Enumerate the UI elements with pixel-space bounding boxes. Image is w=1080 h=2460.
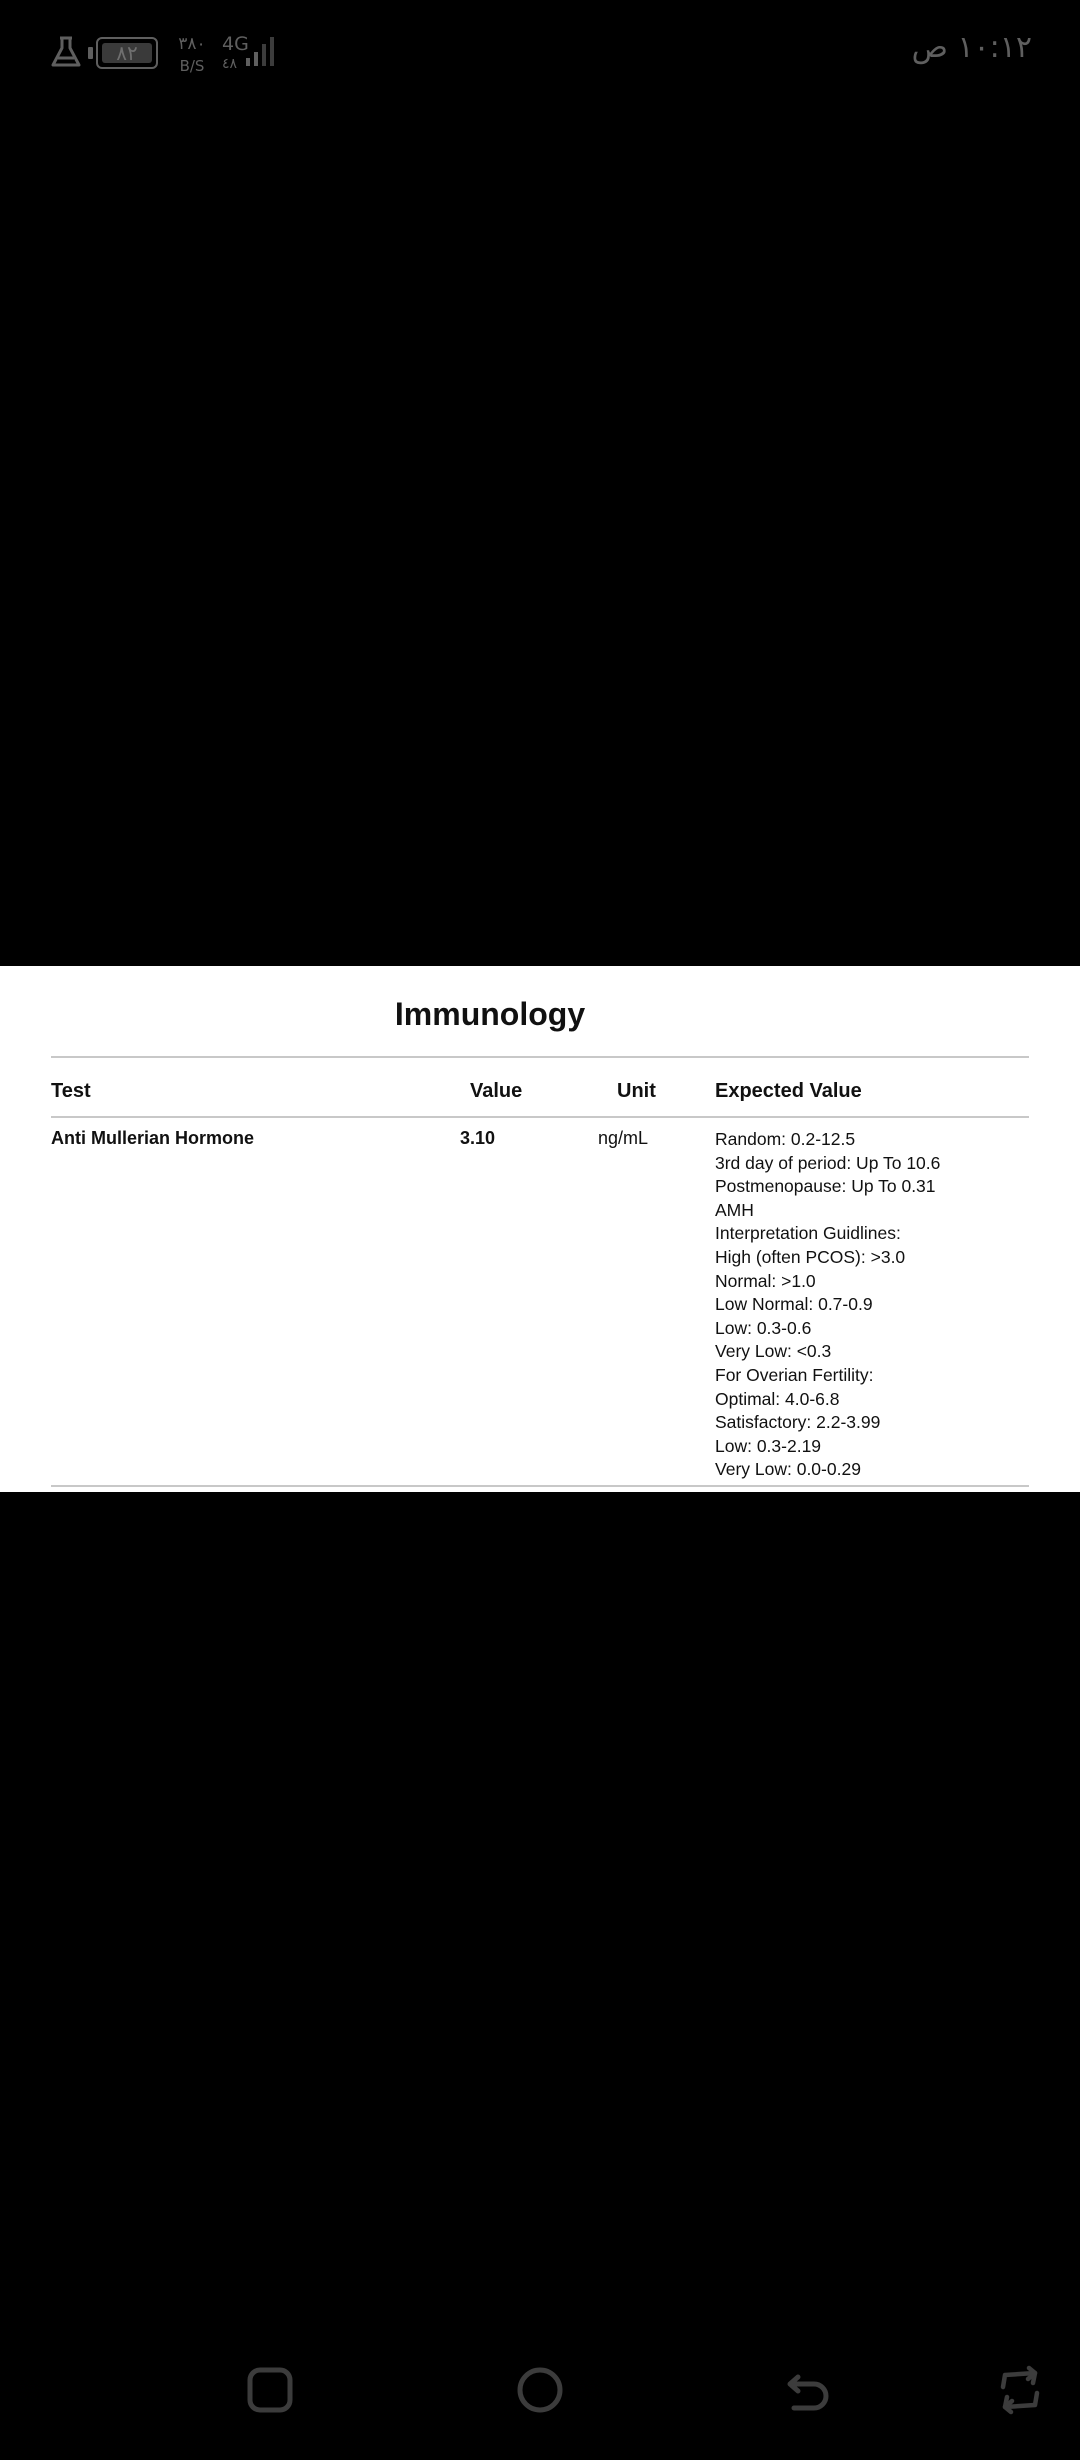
expected-line: Low: 0.3-0.6 [715, 1317, 812, 1338]
battery-level: ٨٢ [116, 41, 138, 65]
recent-apps-icon [246, 2366, 294, 2414]
signal-icon [244, 34, 280, 70]
column-header-test: Test [51, 1080, 91, 1102]
network-speed-value: ٣٨٠ [178, 34, 206, 54]
divider-header [51, 1116, 1029, 1118]
battery-body [96, 37, 158, 69]
expected-line: High (often PCOS): >3.0 [715, 1246, 906, 1267]
expected-line: Random: 0.2-12.5 [715, 1129, 856, 1149]
expected-value-list [715, 1128, 940, 1482]
network-type: 4G [222, 33, 249, 55]
clock: ١٠:١٢ ص [911, 30, 1032, 65]
network-speed-unit: B/S [179, 57, 205, 75]
document-title: Immunology [394, 996, 586, 1032]
status-bar [0, 0, 1080, 110]
result-unit: ng/mL [598, 1128, 649, 1148]
recent-apps-button[interactable] [240, 2340, 300, 2440]
rotate-button[interactable] [990, 2340, 1050, 2440]
back-icon [784, 2365, 834, 2415]
result-test-name: Anti Mullerian Hormone [51, 1128, 255, 1148]
flask-icon [48, 34, 84, 70]
expected-line: Low: 0.3-2.19 [715, 1435, 822, 1456]
expected-line: AMH [715, 1199, 754, 1220]
expected-line: Low Normal: 0.7-0.9 [715, 1294, 873, 1315]
expected-line: Very Low: 0.0-0.29 [715, 1459, 861, 1480]
expected-line: For Overian Fertility: [715, 1364, 874, 1385]
expected-line: 3rd day of period: Up To 10.6 [715, 1152, 941, 1173]
expected-line: Normal: >1.0 [715, 1270, 816, 1291]
document-image [0, 966, 1080, 1492]
battery-tip [88, 47, 93, 59]
divider-bottom [51, 1485, 1029, 1487]
home-button[interactable] [510, 2340, 570, 2440]
expected-line: Optimal: 4.0-6.8 [715, 1388, 840, 1409]
column-header-expected: Expected Value [715, 1080, 862, 1102]
back-button[interactable] [779, 2340, 839, 2440]
network-sub-label: ٤٨ [222, 56, 238, 72]
rotate-icon [995, 2365, 1045, 2415]
result-value: 3.10 [460, 1128, 496, 1148]
expected-line: Very Low: <0.3 [715, 1341, 832, 1362]
column-header-value: Value [470, 1080, 523, 1102]
network-speed [174, 34, 210, 76]
expected-line: Satisfactory: 2.2-3.99 [715, 1412, 881, 1433]
home-icon [515, 2365, 565, 2415]
expected-line: Interpretation Guidlines: [715, 1223, 901, 1244]
expected-line: Postmenopause: Up To 0.31 [715, 1176, 936, 1197]
navigation-bar [0, 2340, 1080, 2440]
divider-top [51, 1056, 1029, 1058]
column-header-unit: Unit [617, 1080, 656, 1102]
battery-indicator [88, 37, 158, 69]
